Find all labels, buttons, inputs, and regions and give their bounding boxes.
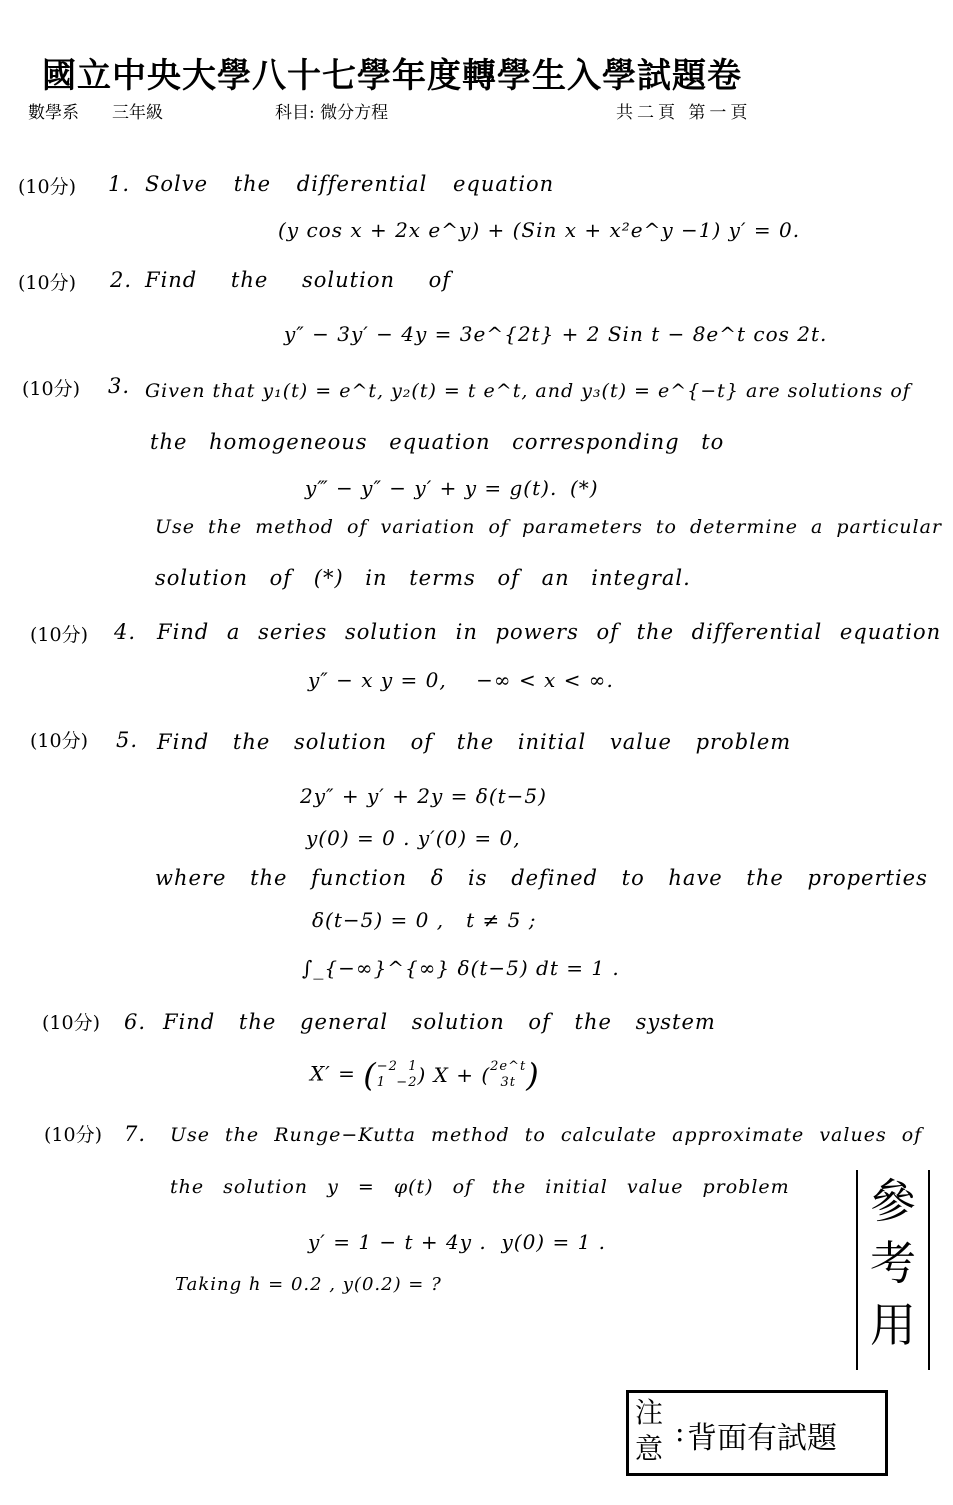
equation: y‴ − y″ − y′ + y = g(t). <box>305 476 558 500</box>
stamp-char: 用 <box>870 1298 916 1352</box>
problem-text: Find the solution of <box>145 268 452 292</box>
problem-marks: (10分) <box>22 378 81 400</box>
stamp-char: 考 <box>870 1236 916 1290</box>
equation: δ(t−5) = 0 , t ≠ 5 ; <box>312 908 537 932</box>
equation: ∫_{−∞}^{∞} δ(t−5) dt = 1 . <box>302 956 620 980</box>
page-title: 國立中央大學八十七學年度轉學生入學試題卷 <box>42 56 742 96</box>
equation: y″ − x y = 0, −∞ < x < ∞. <box>308 668 614 692</box>
note-label <box>635 1395 663 1467</box>
grade: 三年級 <box>112 103 163 123</box>
problem-text: the solution y = φ(t) of the initial value problem <box>170 1176 790 1198</box>
equation: y″ − 3y′ − 4y = 3e^{2t} + 2 Sin t − 8e^t cos 2t. <box>284 322 828 346</box>
coefficient-matrix <box>377 1059 418 1091</box>
problem-marks: (10分) <box>30 624 89 646</box>
vector-entry: 2e^t <box>490 1059 527 1074</box>
problem-marks: (10分) <box>18 176 77 198</box>
problem-number: 4. <box>114 620 137 644</box>
problem-number: 3. <box>108 374 131 398</box>
problem-marks: (10分) <box>30 730 89 752</box>
note-label-char: 注 <box>635 1396 664 1429</box>
note-label-char: 意 <box>635 1432 664 1465</box>
problem-text: Find a series solution in powers of the differential equation <box>157 620 942 644</box>
vector-entry: 3t <box>500 1075 516 1090</box>
matrix-entry: 1 <box>408 1059 418 1074</box>
problem-text: Find the general solution of the system <box>163 1010 716 1034</box>
problem-text: Use the method of variation of parameters to determine a particular <box>155 516 942 538</box>
problem-text: solution of (*) in terms of an integral. <box>155 566 691 590</box>
problem-number: 1. <box>108 172 131 196</box>
reference-stamp <box>856 1170 930 1370</box>
problem-text: Taking h = 0.2 , y(0.2) = ? <box>175 1274 442 1295</box>
equation: y(0) = 0 . y′(0) = 0, <box>306 826 521 850</box>
matrix-entry: −2 <box>376 1059 398 1074</box>
problem-marks: (10分) <box>42 1012 101 1034</box>
problem-text: Solve the differential equation <box>145 172 555 196</box>
note-box <box>626 1390 888 1476</box>
problem-marks: (10分) <box>18 272 77 294</box>
department: 數學系 <box>28 103 79 123</box>
problem-text: Given that y₁(t) = e^t, y₂(t) = t e^t, and y₃(t) = e^{−t} are solutions of <box>145 380 911 402</box>
equation-lhs: X′ = <box>310 1061 364 1086</box>
equation-mid: ) X + ( <box>417 1063 491 1087</box>
note-text: 背面有試題 <box>687 1421 837 1456</box>
matrix-equation <box>310 1056 540 1094</box>
problem-number: 7. <box>124 1122 147 1146</box>
problem-marks: (10分) <box>44 1124 103 1146</box>
matrix-entry: −2 <box>396 1075 418 1090</box>
problem-text: Find the solution of the initial value problem <box>157 730 792 754</box>
subject: 科目: 微分方程 <box>275 103 389 123</box>
equation: 2y″ + y′ + 2y = δ(t−5) <box>300 784 547 808</box>
problem-text: Use the Runge−Kutta method to calculate approximate values of <box>170 1124 923 1146</box>
problem-text: the homogeneous equation corresponding to <box>150 430 725 454</box>
equation: (y cos x + 2x e^y) + (Sin x + x²e^y −1) y′ = 0. <box>278 218 801 242</box>
note-colon: : <box>675 1415 685 1448</box>
matrix-entry: 1 <box>376 1075 387 1090</box>
forcing-vector <box>490 1059 526 1091</box>
stamp-char: 參 <box>870 1174 916 1228</box>
problem-number: 2. <box>110 268 133 292</box>
problem-number: 5. <box>116 728 139 752</box>
equation: y′ = 1 − t + 4y . y(0) = 1 . <box>308 1230 607 1254</box>
page-count: 共二頁 第一頁 <box>616 103 752 123</box>
equation-tag: (*) <box>570 476 599 500</box>
paren-open: ( <box>363 1056 377 1094</box>
problem-text: where the function δ is defined to have the properties <box>155 866 928 890</box>
paren-close: ) <box>526 1056 540 1094</box>
problem-number: 6. <box>124 1010 147 1034</box>
